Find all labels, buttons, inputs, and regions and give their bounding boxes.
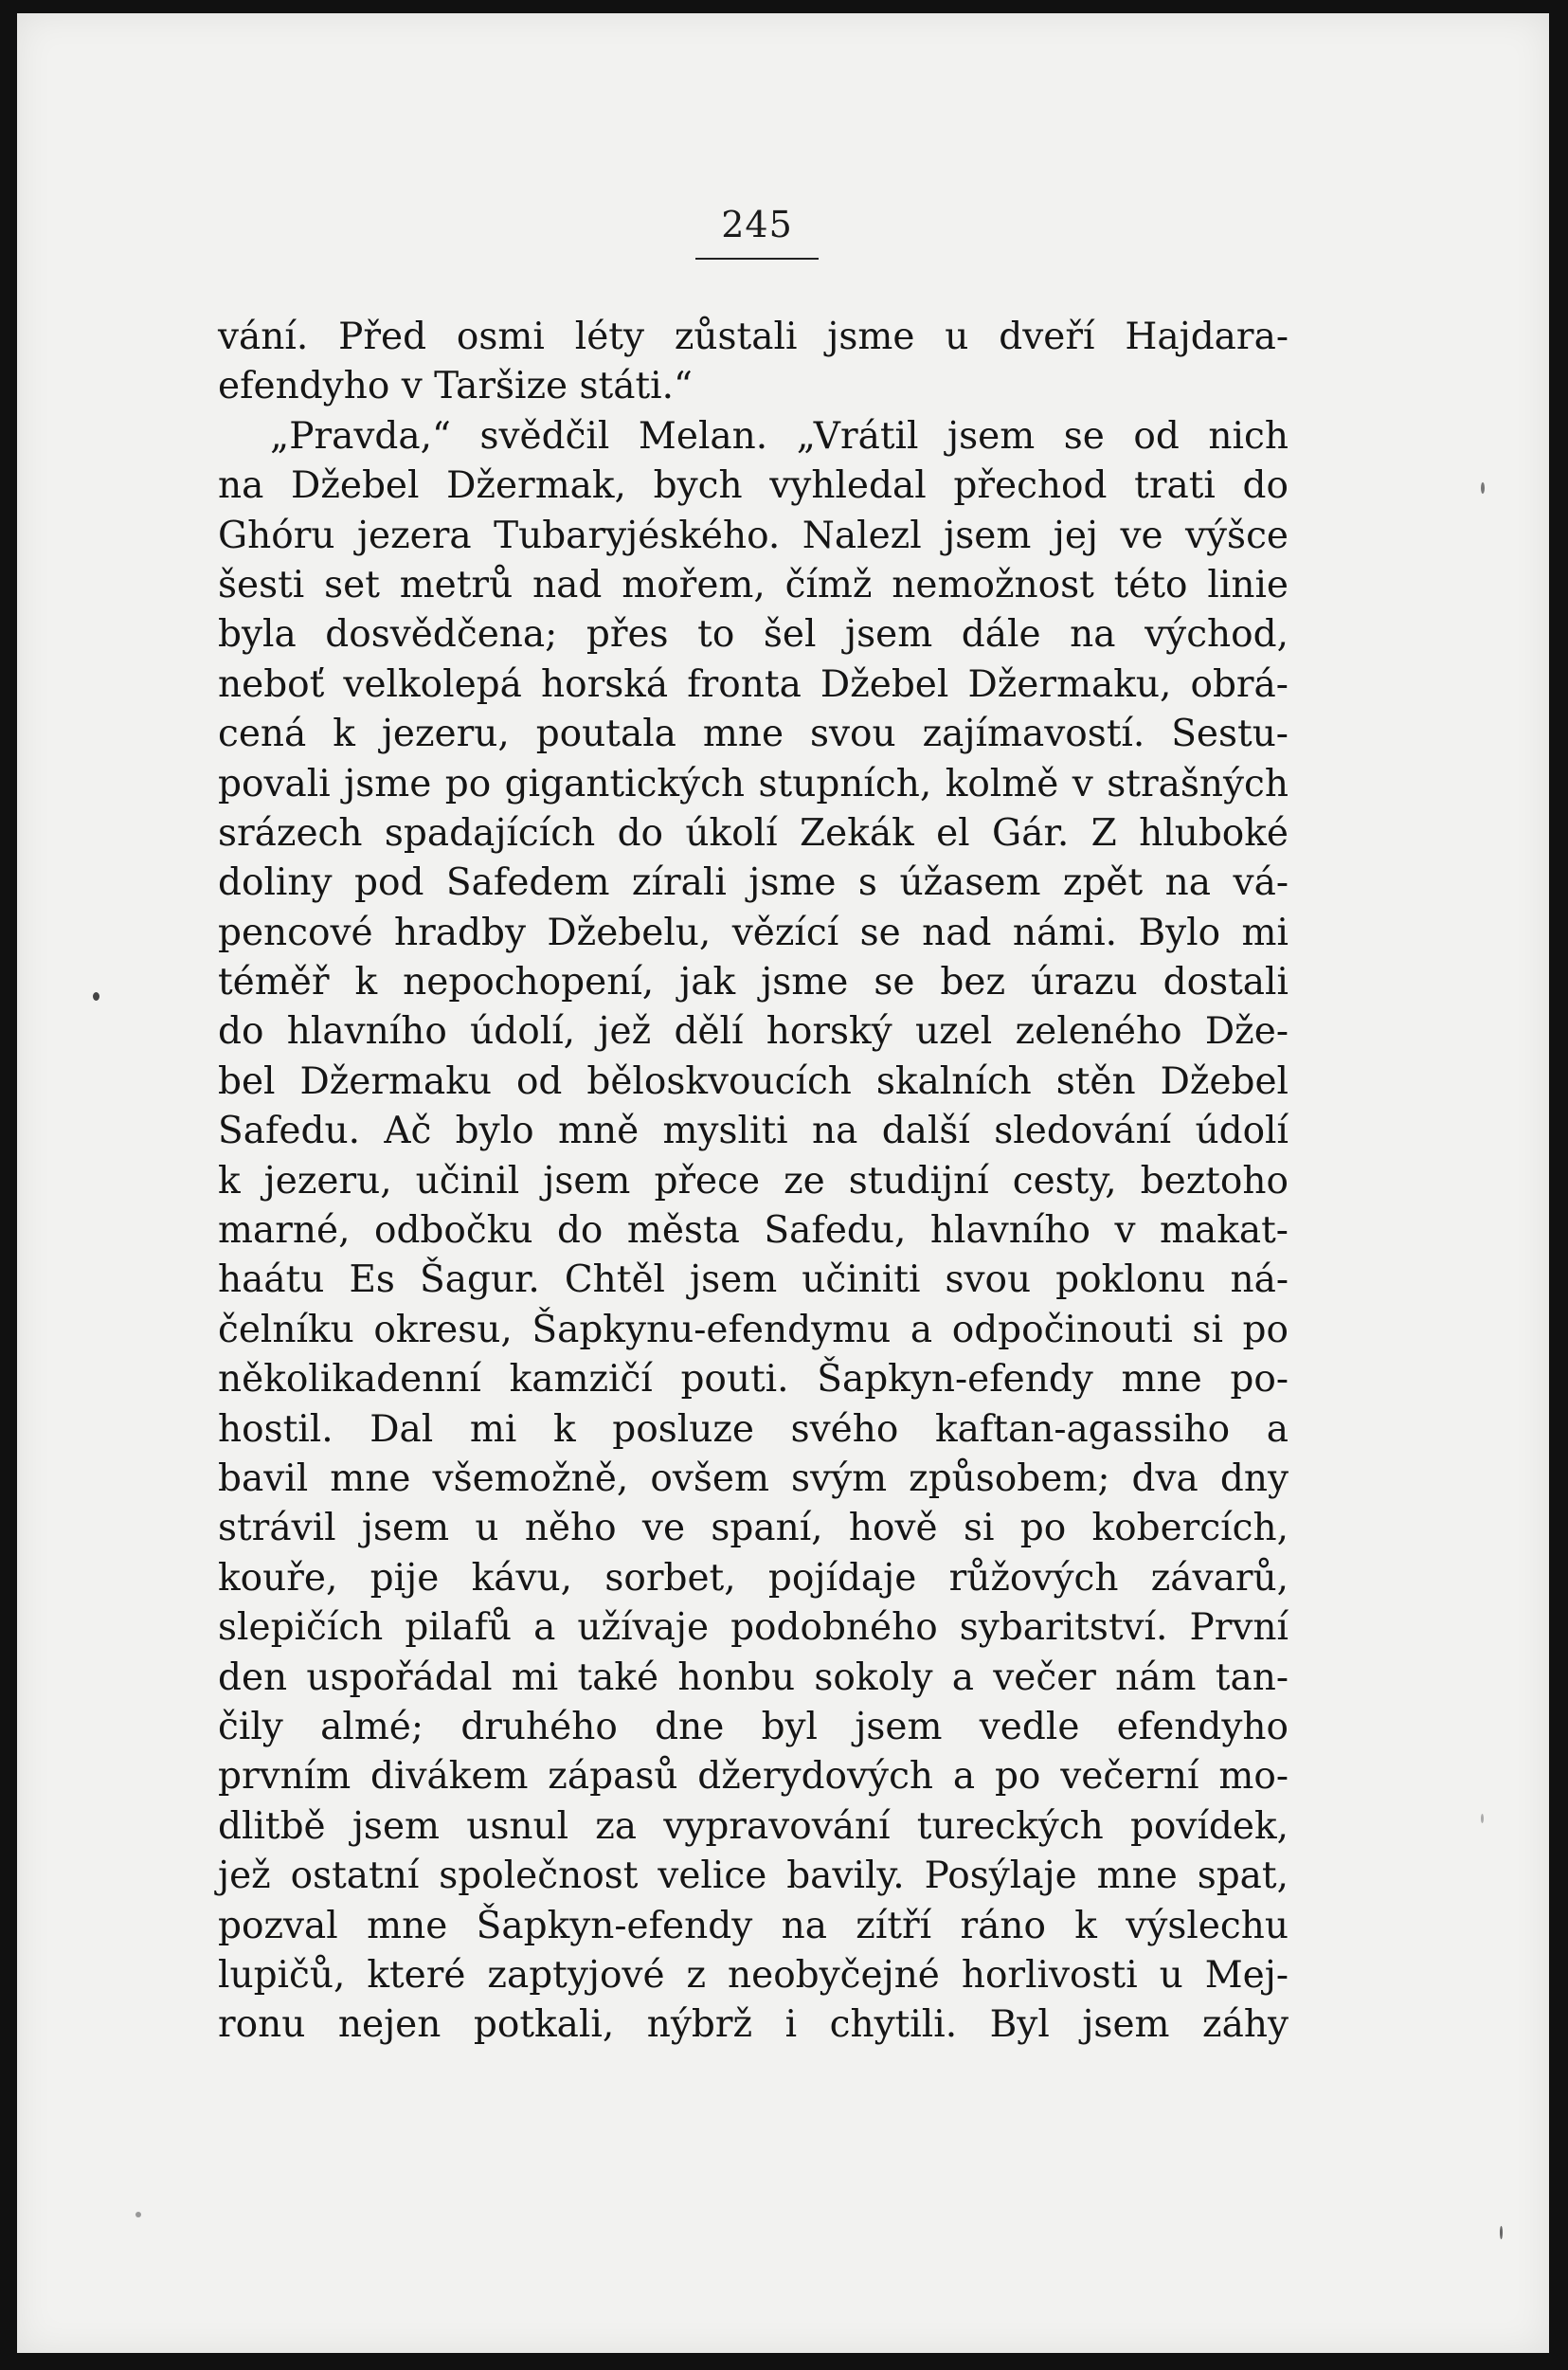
paper-speck (1500, 2226, 1503, 2239)
text-line: prvním divákem zápasů džerydových a po večerní mo- (218, 1755, 1289, 1799)
text-line: byla dosvědčena; přes to šel jsem dále na východ, (218, 613, 1289, 657)
text-line: srázech spadajících do úkolí Zekák el Gár. Z hluboké (218, 811, 1289, 855)
text-line: čelníku okresu, Šapkynu-efendymu a odpočinouti si po (218, 1308, 1289, 1351)
text-line: pozval mne Šapkyn-efendy na zítří ráno k výslechu (218, 1904, 1289, 1947)
body-text (218, 313, 1289, 2051)
paper-speck (1481, 1814, 1484, 1823)
text-line: kouře, pije kávu, sorbet, pojídaje růžových závarů, (218, 1556, 1289, 1600)
scan-right-border (1549, 0, 1568, 2370)
text-line: marné, odbočku do města Safedu, hlavního v makat- (218, 1209, 1289, 1253)
text-line: Ghóru jezera Tubaryjéského. Nalezl jsem jej ve výšce (218, 514, 1289, 557)
text-line: bel Džermaku od běloskvoucích skalních stěn Džebel (218, 1059, 1289, 1103)
text-line: strávil jsem u něho ve spaní, hově si po kobercích, (218, 1507, 1289, 1550)
paper-speck (93, 992, 99, 1001)
text-line: den uspořádal mi také honbu sokoly a večer nám tan- (218, 1655, 1289, 1699)
text-line: pencové hradby Džebelu, vězící se nad námi. Bylo mi (218, 911, 1289, 954)
scan-top-border (0, 0, 1568, 13)
paper-speck (1481, 482, 1485, 494)
text-line: šesti set metrů nad mořem, čímž nemožnost této linie (218, 563, 1289, 606)
page-number: 245 (721, 204, 793, 245)
text-line: do hlavního údolí, jež dělí horský uzel zeleného Dže- (218, 1010, 1289, 1054)
scan-left-border (0, 0, 17, 2370)
text-line: na Džebel Džermak, bych vyhledal přechod trati do (218, 464, 1289, 508)
text-line: k jezeru, učinil jsem přece ze studijní cesty, beztoho (218, 1159, 1289, 1203)
text-line: neboť velkolepá horská fronta Džebel Džermaku, obrá- (218, 662, 1289, 706)
text-line: povali jsme po gigantických stupních, kolmě v strašných (218, 762, 1289, 805)
text-line: několikadenní kamzičí pouti. Šapkyn-efendy mne po- (218, 1358, 1289, 1402)
text-line: dlitbě jsem usnul za vypravování tureckých povídek, (218, 1804, 1289, 1848)
text-line: lupičů, které zaptyjové z neobyčejné horlivosti u Mej- (218, 1953, 1289, 1997)
scan-bottom-border (0, 2353, 1568, 2370)
text-line: jež ostatní společnost velice bavily. Posýlaje mne spat, (218, 1854, 1289, 1898)
text-line: Safedu. Ač bylo mně mysliti na další sledování údolí (218, 1110, 1289, 1153)
paper-speck (135, 2212, 141, 2217)
text-line: „Pravda,“ svědčil Melan. „Vrátil jsem se od nich (270, 414, 1289, 458)
text-line: slepičích pilafů a užívaje podobného sybaritství. První (218, 1606, 1289, 1650)
text-line: cená k jezeru, poutala mne svou zajímavostí. Sestu- (218, 713, 1289, 756)
text-line: hostil. Dal mi k posluze svého kaftan-agassiho a (218, 1407, 1289, 1451)
text-line: vání. Před osmi léty zůstali jsme u dveří Hajdara- (218, 316, 1289, 358)
text-line: ronu nejen potkali, nýbrž i chytili. Byl jsem záhy (218, 2003, 1289, 2047)
page-number-rule (695, 258, 819, 260)
text-line: doliny pod Safedem zírali jsme s úžasem zpět na vá- (218, 861, 1289, 905)
text-line: čily almé; druhého dne byl jsem vedle efendyho (218, 1705, 1289, 1748)
text-line: efendyho v Taršize státi.“ (218, 365, 693, 408)
text-line: téměř k nepochopení, jak jsme se bez úrazu dostali (218, 961, 1289, 1004)
text-line: haátu Es Šagur. Chtěl jsem učiniti svou poklonu ná- (218, 1258, 1289, 1302)
text-line: bavil mne všemožně, ovšem svým způsobem; dva dny (218, 1456, 1289, 1500)
